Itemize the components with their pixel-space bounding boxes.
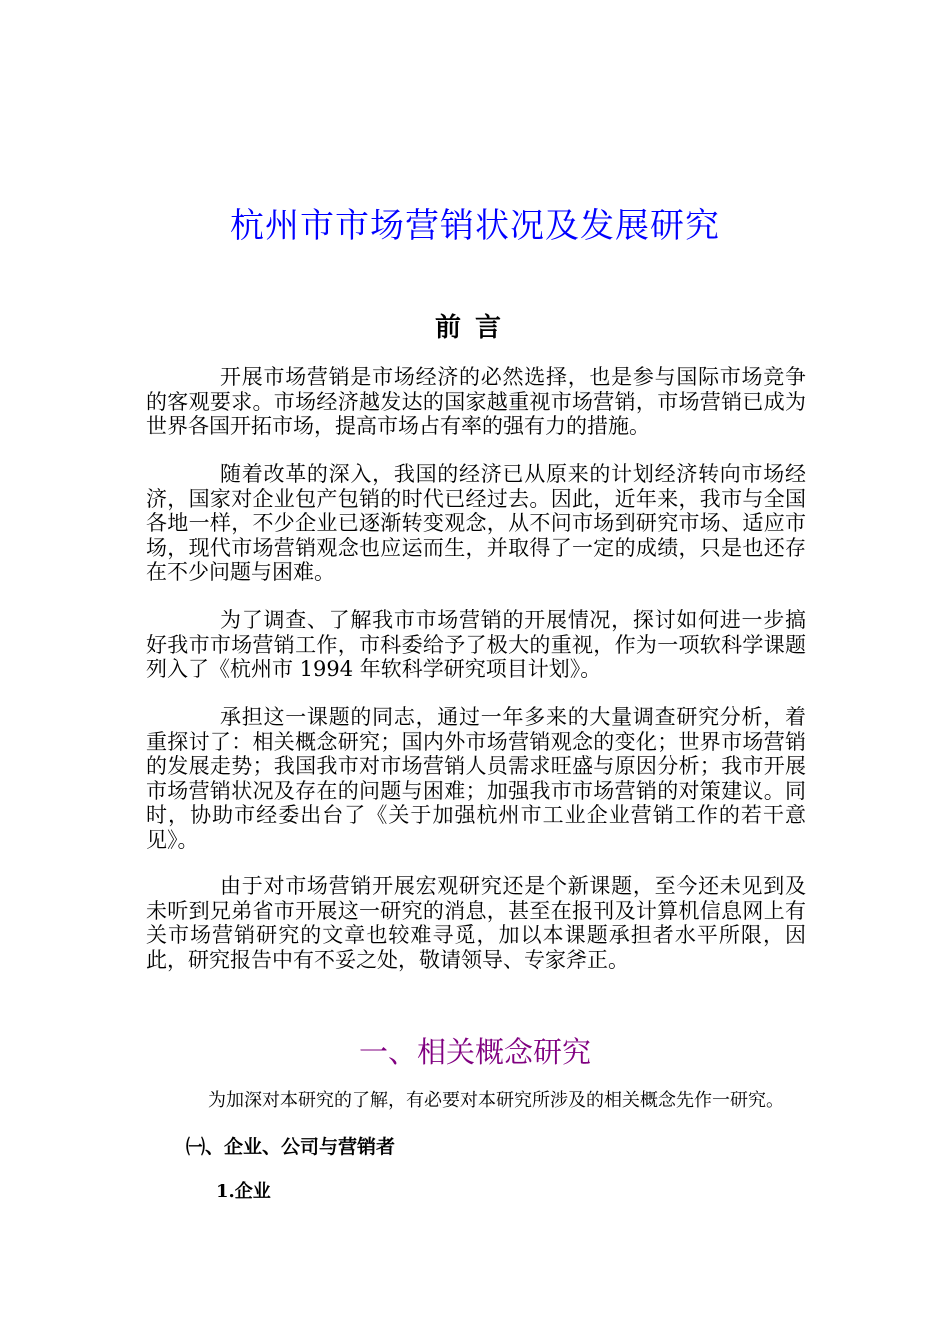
preface-paragraph-2: 随着改革的深入，我国的经济已从原来的计划经济转向市场经济，国家对企业包产包销的时代已经过去。因此，近年来，我市与全国各地一样，不少企业已逐渐转变观念，从不问市场到研究市场、适应市场，现代市场营销观念也应运而生，并取得了一定的成绩，只是也还存在不少问题与困难。 bbox=[146, 462, 806, 584]
subsubsection-heading: 1.企业 bbox=[216, 1181, 271, 1202]
preface-paragraph-4: 承担这一课题的同志，通过一年多来的大量调查研究分析，着重探讨了：相关概念研究；国内外市场营销观念的变化；世界市场营销的发展走势；我国我市对市场营销人员需求旺盛与原因分析；我市开展市场营销状况及存在的问题与困难；加强我市市场营销的对策建议。同时，协助市经委出台了《关于加强杭州市工业企业营销工作的若干意见》。 bbox=[146, 705, 806, 852]
preface-paragraph-5: 由于对市场营销开展宏观研究还是个新课题，至今还未见到及未听到兄弟省市开展这一研究的消息，甚至在报刊及计算机信息网上有关市场营销研究的文章也较难寻觅，加以本课题承担者水平所限，因此，研究报告中有不妥之处，敬请领导、专家斧正。 bbox=[146, 874, 806, 972]
subsection-heading: ㈠、企业、公司与营销者 bbox=[186, 1136, 396, 1158]
preface-heading: 前言 bbox=[434, 313, 515, 343]
preface-paragraph-1: 开展市场营销是市场经济的必然选择，也是参与国际市场竞争的客观要求。市场经济越发达的国家越重视市场营销，市场营销已成为世界各国开拓市场，提高市场占有率的强有力的措施。 bbox=[146, 365, 806, 438]
section-intro: 为加深对本研究的了解，有必要对本研究所涉及的相关概念先作一研究。 bbox=[208, 1090, 784, 1111]
section-heading: 一、相关概念研究 bbox=[358, 1035, 591, 1069]
preface-paragraph-3: 为了调查、了解我市市场营销的开展情况，探讨如何进一步搞好我市市场营销工作，市科委给予了极大的重视，作为一项软科学课题列入了《杭州市 1994 年软科学研究项目计划》。 bbox=[146, 608, 806, 681]
document-title: 杭州市市场营销状况及发展研究 bbox=[230, 206, 720, 246]
